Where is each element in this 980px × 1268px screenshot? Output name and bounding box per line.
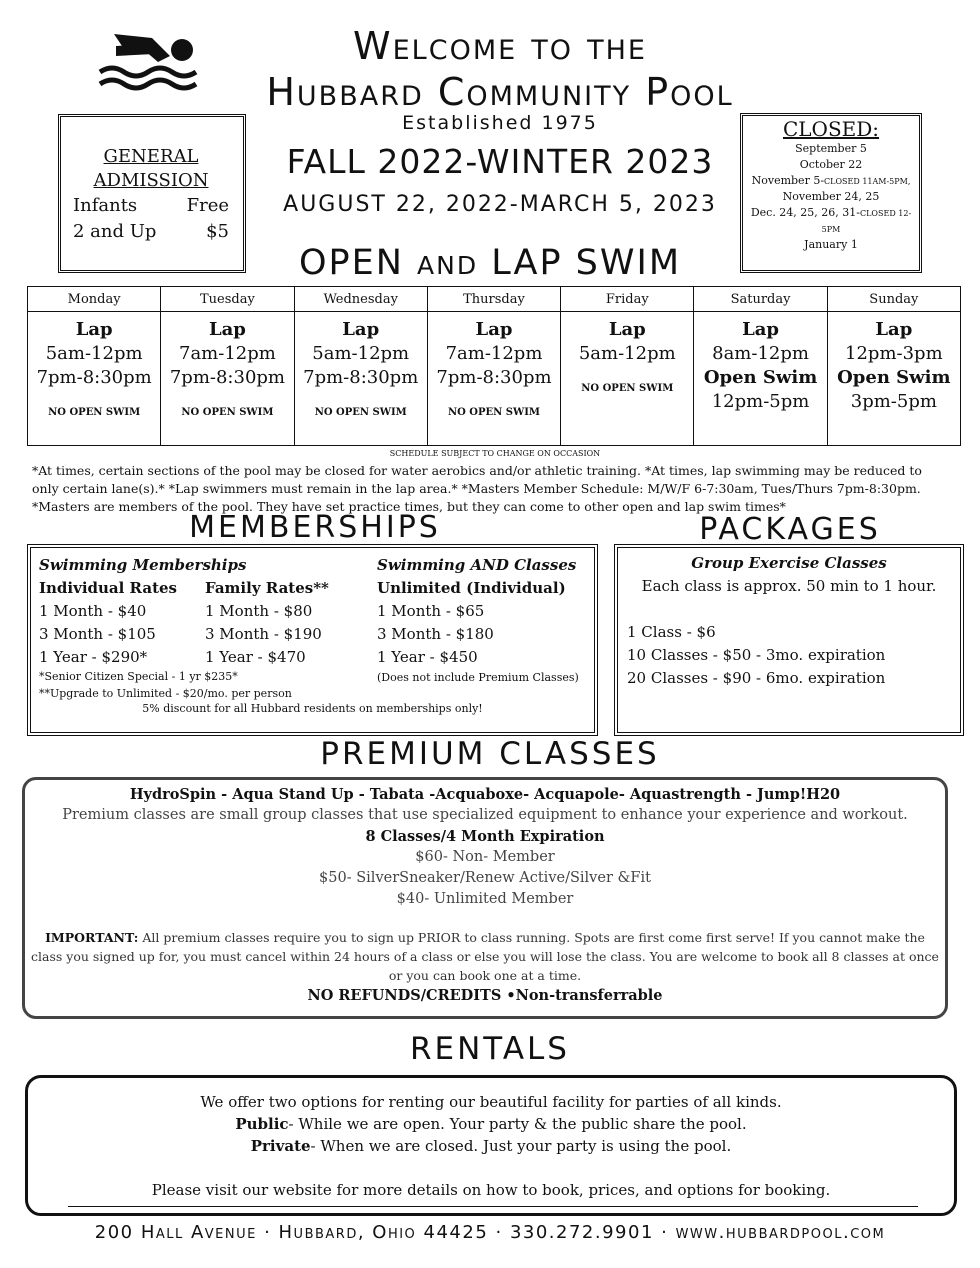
day-schedule-cell: [561, 312, 694, 446]
packages-heading: PACKAGES: [699, 512, 881, 547]
premium-description: Premium classes are small group classes that use specialized equipment to enhance your experience and workout.: [62, 807, 908, 823]
premium-classes-heading: PREMIUM CLASSES: [320, 736, 660, 772]
day-header: Friday: [561, 287, 694, 312]
lap-label: Lap: [742, 319, 779, 340]
premium-class-list: HydroSpin - Aqua Stand Up - Tabata -Acquaboxe- Acquapole- Aquastrength - Jump!H20: [129, 786, 841, 803]
schedule-heading: OPEN and LAP SWIM: [298, 243, 682, 283]
membership-rate: 1 Year - $470: [205, 648, 306, 666]
membership-rate: 1 Year - $290*: [39, 648, 148, 666]
rental-option-private: Private- When we are closed. Just your party is using the pool.: [250, 1137, 732, 1155]
page-title-line2: Hubbard Community Pool: [266, 70, 734, 114]
lap-time: 5am-12pm: [578, 343, 676, 364]
no-open-swim-note: NO OPEN SWIM: [447, 407, 540, 418]
day-schedule-cell: [694, 312, 827, 446]
closed-dates-box: [740, 113, 922, 273]
day-header: Wednesday: [294, 287, 427, 312]
day-schedule-cell: [28, 312, 161, 446]
day-schedule-cell: [294, 312, 427, 446]
admission-price: $5: [206, 221, 229, 242]
premium-price: $60- Non- Member: [415, 849, 555, 865]
lap-time: 7pm-8:30pm: [436, 367, 552, 388]
day-schedule-cell: [161, 312, 294, 446]
swimming-memberships-title: Swimming Memberships: [39, 556, 247, 574]
schedule-times-row: [28, 312, 961, 446]
membership-rate: 3 Month - $190: [205, 625, 322, 643]
premium-price: $40- Unlimited Member: [396, 891, 574, 907]
open-swim-time: 12pm-5pm: [711, 391, 810, 412]
day-header: Saturday: [694, 287, 827, 312]
divider: [68, 1206, 918, 1207]
group-exercise-title: Group Exercise Classes: [691, 554, 887, 572]
membership-rate: 1 Year - $450: [377, 648, 478, 666]
closed-title: CLOSED:: [782, 117, 880, 141]
lap-time: 7pm-8:30pm: [36, 367, 152, 388]
admission-row: [69, 193, 233, 219]
general-admission-box: [58, 114, 246, 273]
individual-title: Individual Rates: [39, 579, 178, 597]
page-title-line1: Welcome to the: [353, 24, 647, 68]
individual-column: [39, 554, 247, 669]
no-open-swim-note: NO OPEN SWIM: [581, 383, 674, 394]
package-item: 1 Class - $6: [627, 623, 716, 641]
no-open-swim-note: NO OPEN SWIM: [314, 407, 407, 418]
admission-label: Infants: [73, 195, 138, 216]
lap-time: 7pm-8:30pm: [303, 367, 419, 388]
lap-time: 5am-12pm: [312, 343, 410, 364]
lap-label: Lap: [75, 319, 113, 340]
schedule-change-note: SCHEDULE SUBJECT TO CHANGE ON OCCASION: [389, 449, 601, 458]
senior-note: *Senior Citizen Special - 1 yr $235*: [39, 670, 238, 683]
closed-date: October 22: [799, 158, 863, 171]
rentals-intro: We offer two options for renting our beautiful facility for parties of all kinds.: [200, 1093, 782, 1111]
lap-label: Lap: [608, 319, 646, 340]
closed-date: November 5-CLOSED 11AM-5PM,: [751, 174, 911, 187]
premium-policy: NO REFUNDS/CREDITS •Non-transferrable: [307, 987, 663, 1004]
premium-classes-box: [22, 777, 948, 1019]
membership-rate: 3 Month - $105: [39, 625, 156, 643]
rentals-heading: RENTALS: [409, 1031, 570, 1067]
memberships-box: [30, 547, 595, 733]
no-open-swim-note: NO OPEN SWIM: [48, 407, 141, 418]
season-title: FALL 2022-WINTER 2023: [286, 142, 714, 181]
membership-footnotes: [39, 668, 359, 702]
lap-time: 7am-12pm: [179, 343, 276, 364]
day-header: Thursday: [427, 287, 560, 312]
general-admission-title: GENERAL: [103, 146, 199, 167]
footer-contact: 200 Hall Avenue · Hubbard, Ohio 44425 · 330.272.9901 · www.hubbardpool.com: [94, 1222, 886, 1243]
open-swim-label: Open Swim: [703, 367, 818, 388]
premium-important-note: IMPORTANT: All premium classes require you to sign up PRIOR to class running. Spots are first come first serve! If you cannot make the class you signed up for, you must cancel within 24 hours of a class or else you will lose the class. You are welcome to book all 8 classes at once or you can book one at a time.: [31, 930, 939, 983]
general-admission-title: ADMISSION: [93, 170, 209, 191]
swimming-classes-title: Swimming AND Classes: [377, 556, 577, 574]
lap-time: 5am-12pm: [45, 343, 143, 364]
lap-label: Lap: [475, 319, 513, 340]
lap-time: 8am-12pm: [712, 343, 809, 364]
open-swim-time: 3pm-5pm: [850, 391, 937, 412]
schedule-header-row: [28, 287, 961, 312]
day-schedule-cell: [427, 312, 560, 446]
lap-label: Lap: [342, 319, 380, 340]
lap-time: 7pm-8:30pm: [169, 367, 285, 388]
lap-label: Lap: [208, 319, 246, 340]
admission-row: [69, 219, 233, 245]
package-item: 10 Classes - $50 - 3mo. expiration: [627, 646, 886, 664]
upgrade-note: **Upgrade to Unlimited - $20/mo. per person: [39, 687, 292, 700]
membership-rate: 1 Month - $80: [205, 602, 313, 620]
package-item: 20 Classes - $90 - 6mo. expiration: [627, 669, 886, 687]
memberships-heading: MEMBERSHIPS: [189, 510, 441, 545]
day-header: Tuesday: [161, 287, 294, 312]
unlimited-column: [377, 554, 592, 686]
rental-option-public: Public- While we are open. Your party & the public share the pool.: [235, 1115, 747, 1133]
no-open-swim-note: NO OPEN SWIM: [181, 407, 274, 418]
lap-label: Lap: [875, 319, 913, 340]
day-header: Sunday: [827, 287, 960, 312]
class-duration-note: Each class is approx. 50 min to 1 hour.: [641, 577, 937, 595]
closed-date: September 5: [795, 142, 867, 155]
membership-rate: 3 Month - $180: [377, 625, 494, 643]
packages-box: [617, 547, 961, 733]
admission-label: 2 and Up: [73, 221, 157, 242]
unlimited-title: Unlimited (Individual): [377, 579, 566, 597]
day-header: Monday: [28, 287, 161, 312]
membership-rate: 1 Month - $65: [377, 602, 485, 620]
swim-schedule-table: [27, 286, 961, 446]
closed-date: January 1: [804, 238, 858, 251]
rentals-box: [25, 1075, 957, 1216]
membership-rate: 1 Month - $40: [39, 602, 147, 620]
resident-discount-note: 5% discount for all Hubbard residents on memberships only!: [142, 702, 483, 715]
schedule-notes: *At times, certain sections of the pool may be closed for water aerobics and/or athletic training. *At times, lap swimming may be reduced to only certain lane(s).* *Lap swimmers must remain in the lap area.* *Masters Member Schedule: M/W/F 6-7:30am, Tues/Thurs 7pm-8:30pm. *Masters are members of the pool. They have set practice times, but they can come to other open and lap swim times*: [32, 463, 922, 514]
lap-time: 12pm-3pm: [845, 343, 943, 364]
closed-date: November 24, 25: [782, 190, 880, 203]
day-schedule-cell: [827, 312, 960, 446]
date-range: AUGUST 22, 2022-MARCH 5, 2023: [283, 192, 717, 217]
family-title: Family Rates**: [205, 579, 329, 597]
established-subtitle: Established 1975: [402, 112, 598, 134]
website-note: Please visit our website for more details on how to book, prices, and options for booking.: [151, 1181, 831, 1199]
premium-price: $50- SilverSneaker/Renew Active/Silver &Fit: [319, 870, 651, 886]
lap-time: 7am-12pm: [445, 343, 543, 364]
admission-price: Free: [186, 195, 229, 216]
family-column: [205, 577, 375, 669]
open-swim-label: Open Swim: [837, 367, 951, 388]
unlimited-note: (Does not include Premium Classes): [377, 671, 579, 684]
closed-date: Dec. 24, 25, 26, 31-CLOSED 12-5PM: [750, 206, 912, 234]
premium-package-title: 8 Classes/4 Month Expiration: [365, 828, 605, 845]
